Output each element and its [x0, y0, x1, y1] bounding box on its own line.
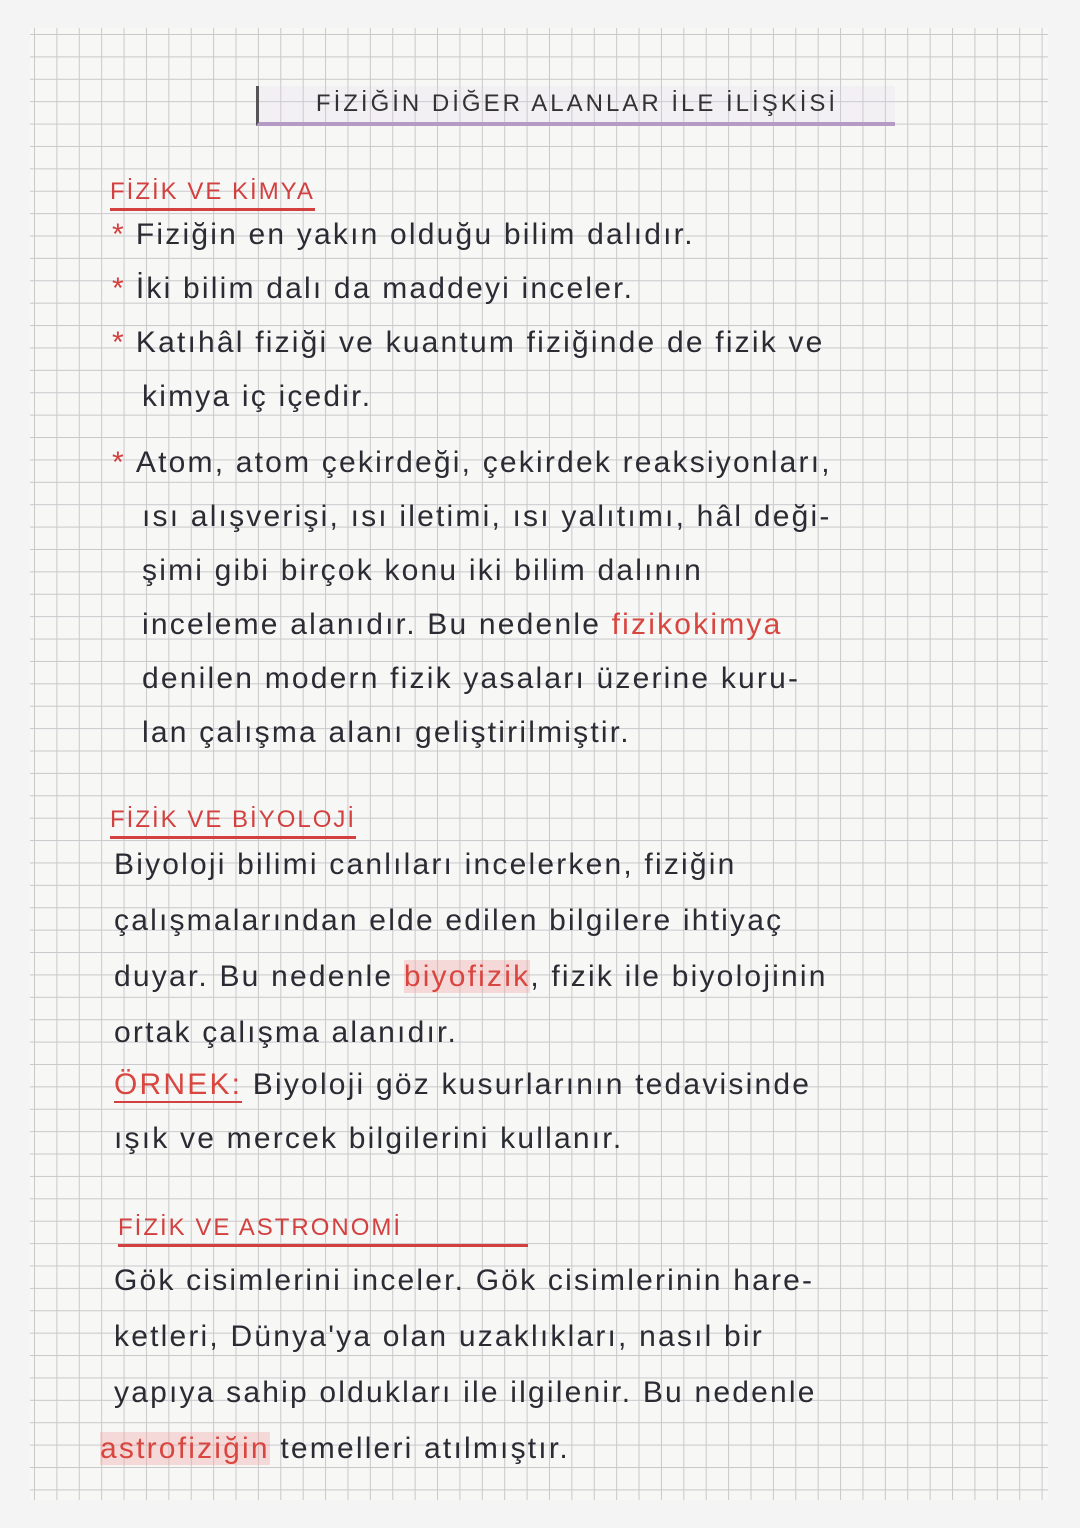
text-line: ketleri, Dünya'ya olan uzaklıkları, nasıl bir: [114, 1320, 764, 1353]
example-label: ÖRNEK:: [114, 1068, 243, 1101]
bullet-star-icon: *: [112, 272, 126, 305]
text-line: ÖRNEK: Biyoloji göz kusurlarının tedavisinde: [114, 1068, 812, 1101]
text-line: * Katıhâl fiziği ve kuantum fiziğinde de fizik ve: [112, 326, 825, 359]
text-line: yapıya sahip oldukları ile ilgilenir. Bu nedenle: [114, 1376, 817, 1409]
highlighted-term: fizikokimya: [611, 608, 783, 641]
text-line: ışık ve mercek bilgilerini kullanır.: [114, 1122, 624, 1155]
text-line: denilen modern fizik yasaları üzerine kuru-: [142, 662, 801, 695]
text-line: lan çalışma alanı geliştirilmiştir.: [142, 716, 631, 749]
text-line: * Fiziğin en yakın olduğu bilim dalıdır.: [112, 218, 695, 251]
section-heading-biology: FİZİK VE BİYOLOJİ: [110, 806, 356, 839]
bullet-star-icon: *: [112, 218, 126, 251]
section-heading-chemistry: FİZİK VE KİMYA: [110, 178, 315, 211]
section-heading-astronomy: FİZİK VE ASTRONOMİ: [118, 1214, 528, 1247]
text-line: ısı alışverişi, ısı iletimi, ısı yalıtımı, hâl deği-: [142, 500, 832, 533]
page-title: FİZİĞİN DİĞER ALANLAR İLE İLİŞKİSİ: [256, 86, 895, 126]
bullet-star-icon: *: [112, 326, 126, 359]
text-line: astrofiziğin temelleri atılmıştır.: [100, 1432, 570, 1465]
text-line: inceleme alanıdır. Bu nedenle fizikokimya: [142, 608, 783, 641]
text-line: * Atom, atom çekirdeği, çekirdek reaksiyonları,: [112, 446, 832, 479]
text-line: * İki bilim dalı da maddeyi inceler.: [112, 272, 635, 305]
text-line: duyar. Bu nedenle biyofizik, fizik ile biyolojinin: [114, 960, 828, 993]
highlighted-term: astrofiziğin: [100, 1432, 270, 1465]
highlighted-term: biyofizik: [403, 960, 531, 993]
text-line: Gök cisimlerini inceler. Gök cisimlerinin hare-: [114, 1264, 815, 1297]
text-line: Biyoloji bilimi canlıları incelerken, fiziğin: [114, 848, 737, 881]
grid-paper: [30, 28, 1048, 1500]
text-line: ortak çalışma alanıdır.: [114, 1016, 459, 1049]
text-line: çalışmalarından elde edilen bilgilere ihtiyaç: [114, 904, 784, 937]
text-line: şimi gibi birçok konu iki bilim dalının: [142, 554, 703, 587]
bullet-star-icon: *: [112, 446, 126, 479]
text-line: kimya iç içedir.: [142, 380, 373, 413]
